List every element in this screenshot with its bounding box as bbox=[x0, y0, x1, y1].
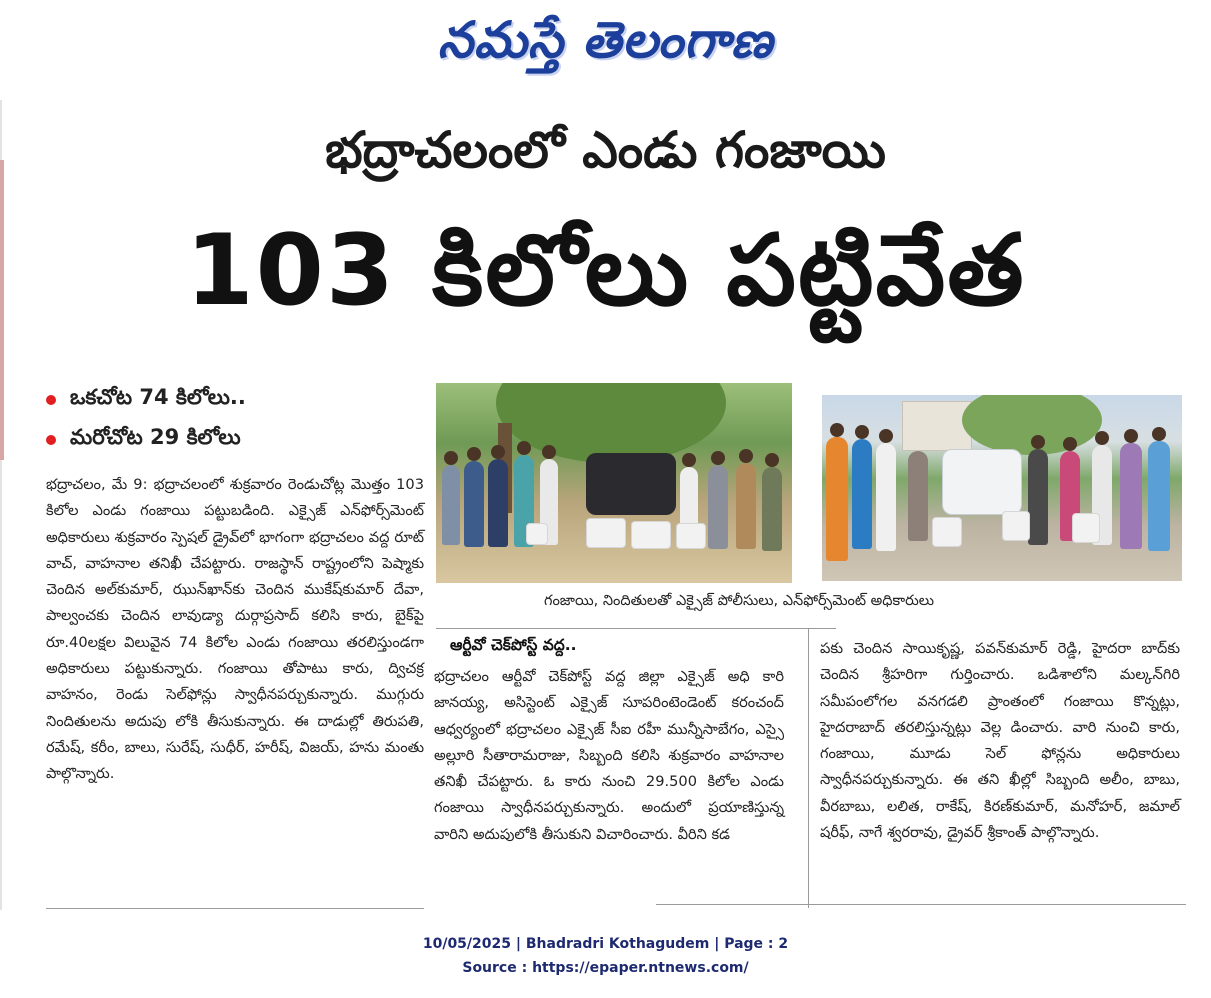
person-head bbox=[739, 449, 753, 463]
person-head bbox=[711, 451, 725, 465]
person-head bbox=[467, 447, 481, 461]
photo-caption: గంజాయి, నిందితులతో ఎక్సైజ్ పోలీసులు, ఎన్‌ఫోర్స్‌మెంట్ అధికారులు bbox=[544, 593, 935, 609]
person-head bbox=[765, 453, 779, 467]
person bbox=[1120, 443, 1142, 549]
bullet-dot-icon bbox=[46, 435, 56, 445]
article-paragraph: పకు చెందిన సాయికృష్ణ, పవన్‌కుమార్ రెడ్డి, హైదరా బాద్‌కు చెందిన శ్రీహరిగా గుర్తించారు. ఒడిశాలోని మల్కన్‌గిరి సమీపంలోగల వనగడలి ప్రాంతంలో గంజాయి కొన్నట్లు, హైదరాబాద్ తరలిస్తున్నట్లు వెల్ల డించారు. వారి నుంచి కారు, గంజాయి, మూడు సెల్ ఫోన్లను అధికారులు స్వాధీనపర్చుకున్నారు. ఈ తని ఖీల్లో సిబ్బంది అలీం, బాబు, వీరబాబు, లలిత, రాకేష్, కిరణ్‌కుమార్, మనోహర్, జమాల్ షరీఫ్, నాగే శ్వరరావు, డ్రైవర్ శ్రీకాంత్ పాల్గొన్నారు. bbox=[820, 640, 1180, 842]
column-divider bbox=[808, 628, 809, 908]
building bbox=[902, 401, 972, 451]
footer-source: Source : https://epaper.ntnews.com/ bbox=[462, 960, 749, 976]
person bbox=[762, 467, 782, 551]
person-head bbox=[682, 453, 696, 467]
seized-bag bbox=[676, 523, 706, 549]
person bbox=[852, 439, 872, 549]
person-head bbox=[1063, 437, 1077, 451]
person-head bbox=[491, 445, 505, 459]
article-column-2 bbox=[434, 664, 784, 848]
masthead-logo: నమస్తే తెలంగాణ bbox=[437, 10, 774, 69]
bullet-list bbox=[46, 380, 426, 460]
person bbox=[442, 465, 460, 545]
news-photo-seizure-2 bbox=[822, 395, 1182, 581]
person-head bbox=[542, 445, 556, 459]
news-photo-seizure-1 bbox=[436, 383, 792, 583]
article-paragraph: భద్రాచలం, మే 9: భద్రాచలంలో శుక్రవారం రెండుచోట్ల మొత్తం 103 కిలోల ఎండు గంజాయి పట్టుబడింది. ఎక్సైజ్ ఎన్‌ఫోర్స్‌మెంట్ అధికారులు శుక్రవారం స్పెషల్ డ్రైవ్‌లో భాగంగా భద్రాచలం వద్ద రూట్ వాచ్, వాహనాల తనిఖీ చేపట్టారు. రాజస్థాన్ రాష్ట్రంలోని పెష్మాకు చెందిన అల్‌కుమార్, ఝున్‌ఖాన్‌కు చెందిన ముకేష్‌కుమార్ దేవా, పాల్వంచకు చెందిన లావుడ్యా దుర్గాప్రసాద్ కలిసి కారు, బైక్‌పై రూ.40లక్షల విలువైన 74 కిలోల ఎండు గంజాయి తరలిస్తుండగా అధికారులు పట్టుకున్నారు. గంజాయి తోపాటు కారు, ద్విచక్ర వాహనం, రెండు సెల్‌ఫోన్లు స్వాధీనపర్చుకున్నారు. ముగ్గురు నిందితులను అదుపు లోకి తీసుకున్నారు. ఈ దాడుల్లో తిరుపతి, రమేష్, కరీం, బాలు, సురేష్, సుధీర్, హరీష్, విజయ్, హను మంతు పాల్గొన్నారు. bbox=[46, 476, 424, 783]
article-column-1 bbox=[46, 472, 424, 788]
person-head bbox=[1152, 427, 1166, 441]
car bbox=[586, 453, 676, 515]
seized-bag bbox=[932, 517, 962, 547]
person bbox=[1028, 449, 1048, 545]
bullet-item bbox=[46, 380, 426, 420]
person-head bbox=[1124, 429, 1138, 443]
person bbox=[908, 451, 928, 541]
section-divider bbox=[436, 628, 836, 629]
person bbox=[488, 459, 508, 547]
column-end-rule bbox=[656, 904, 1186, 905]
seized-bag bbox=[631, 521, 671, 549]
headline-main: 103 కిలోలు పట్టివేత bbox=[185, 214, 1026, 328]
masthead bbox=[0, 2, 1211, 82]
person bbox=[736, 463, 756, 549]
seized-bag bbox=[1072, 513, 1100, 543]
person bbox=[876, 443, 896, 551]
person-head bbox=[830, 423, 844, 437]
car bbox=[942, 449, 1022, 515]
bullet-text: ఒకచోట 74 కిలోలు.. bbox=[70, 385, 246, 409]
bullet-text: మరోచోట 29 కిలోలు bbox=[70, 425, 241, 449]
person bbox=[464, 461, 484, 547]
person-head bbox=[879, 429, 893, 443]
article-paragraph: భద్రాచలం ఆర్టీవో చెక్‌పోస్ట్ వద్ద జిల్లా ఎక్సైజ్ అధి కారి జానయ్య, అసిస్టెంట్ ఎక్సైజ్ సూపరింటెండెంట్ కరంచంద్ ఆధ్వర్యంలో భద్రాచలం ఎక్సైజ్ సీఐ రహీ మున్నీసాబేగం, ఎస్సై అల్లూరి సీతారామరాజు, సిబ్బంది కలిసి శుక్రవారం వాహనాల తనిఖీ చేపట్టారు. ఓ కారు నుంచి 29.500 కిలోల ఎండు గంజాయి స్వాధీనపర్చుకున్నారు. అందులో ప్రయాణిస్తున్న వారిని అదుపులోకి తీసుకుని విచారించారు. వీరిని కడ bbox=[434, 668, 784, 843]
person bbox=[826, 437, 848, 561]
person bbox=[708, 465, 728, 549]
seized-bag bbox=[586, 518, 626, 548]
article-column-3 bbox=[820, 636, 1180, 846]
column-end-rule bbox=[46, 908, 424, 909]
headline-kicker: భద్రాచలంలో ఎండు గంజాయి bbox=[325, 121, 886, 179]
seized-bag bbox=[1002, 511, 1030, 541]
footer-edition-info: 10/05/2025 | Bhadradri Kothagudem | Page : 2 bbox=[422, 936, 789, 952]
bullet-item bbox=[46, 420, 426, 460]
person-head bbox=[444, 451, 458, 465]
person-head bbox=[1095, 431, 1109, 445]
person-head bbox=[855, 425, 869, 439]
seized-bag bbox=[526, 523, 548, 545]
person-head bbox=[517, 441, 531, 455]
person bbox=[1148, 441, 1170, 551]
bullet-dot-icon bbox=[46, 395, 56, 405]
person-head bbox=[1031, 435, 1045, 449]
section-subhead: ఆర్టీవో చెక్‌పోస్ట్ వద్ద.. bbox=[450, 636, 577, 654]
tree-canopy bbox=[496, 383, 726, 463]
